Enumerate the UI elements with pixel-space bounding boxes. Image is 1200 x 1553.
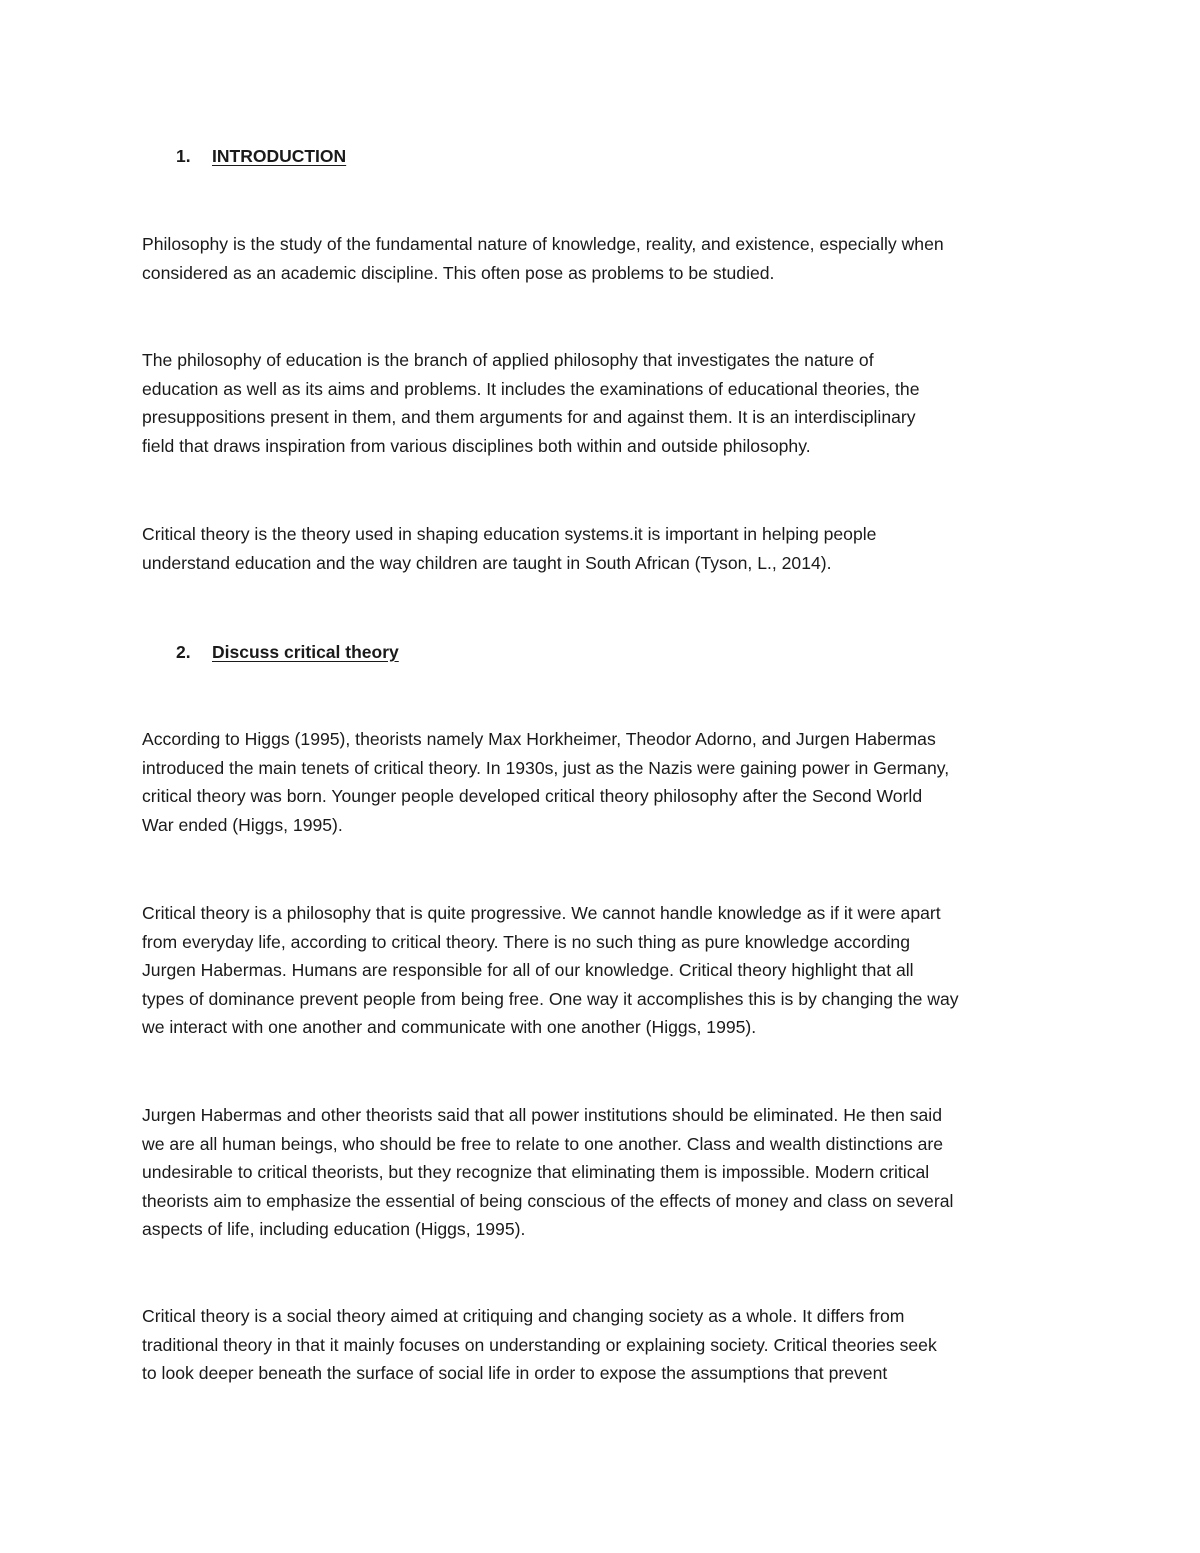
text-line: education as well as its aims and problems. It includes the examinations of educational theories, the	[142, 378, 920, 399]
paragraph	[142, 725, 1072, 839]
section-heading-introduction	[176, 142, 346, 170]
text-line: Critical theory is a philosophy that is quite progressive. We cannot handle knowledge as if it were apart	[142, 903, 941, 923]
text-line: to look deeper beneath the surface of social life in order to expose the assumptions that prevent	[142, 1363, 888, 1383]
paragraph	[142, 230, 1072, 287]
paragraph	[142, 1302, 1072, 1388]
section-title: INTRODUCTION	[212, 146, 347, 166]
text-line: traditional theory in that it mainly focuses on understanding or explaining society. Critical theories seek	[142, 1334, 937, 1355]
text-line: aspects of life, including education (Higgs, 1995).	[142, 1219, 526, 1239]
text-line: we interact with one another and communicate with one another (Higgs, 1995).	[142, 1017, 757, 1037]
text-line: The philosophy of education is the branch of applied philosophy that investigates the nature of	[142, 350, 874, 370]
paragraph	[142, 346, 1072, 460]
text-line: from everyday life, according to critical theory. There is no such thing as pure knowledge according	[142, 931, 910, 952]
text-line: introduced the main tenets of critical theory. In 1930s, just as the Nazis were gaining power in Germany,	[142, 757, 950, 778]
text-line: theorists aim to emphasize the essential of being conscious of the effects of money and class on several	[142, 1190, 954, 1211]
paragraph	[142, 520, 1072, 577]
text-line: types of dominance prevent people from being free. One way it accomplishes this is by changing the way	[142, 988, 959, 1009]
paragraph	[142, 1101, 1072, 1244]
text-line: undesirable to critical theorists, but they recognize that eliminating them is impossible. Modern critical	[142, 1162, 930, 1182]
text-line: critical theory was born. Younger people developed critical theory philosophy after the Second World	[142, 786, 923, 806]
text-line: War ended (Higgs, 1995).	[142, 814, 343, 835]
text-line: Critical theory is the theory used in shaping education systems.it is important in helping people	[142, 524, 877, 544]
text-line: considered as an academic discipline. This often pose as problems to be studied.	[142, 262, 775, 283]
text-line: Critical theory is a social theory aimed at critiquing and changing society as a whole. It differs from	[142, 1306, 905, 1326]
text-line: Jurgen Habermas. Humans are responsible for all of our knowledge. Critical theory highlight that all	[142, 960, 914, 980]
section-heading-critical-theory	[176, 638, 399, 666]
text-line: Jurgen Habermas and other theorists said that all power institutions should be eliminated. He then said	[142, 1105, 942, 1125]
text-line: According to Higgs (1995), theorists namely Max Horkheimer, Theodor Adorno, and Jurgen Habermas	[142, 729, 936, 749]
section-number: 1.	[176, 146, 191, 166]
text-line: understand education and the way children are taught in South African (Tyson, L., 2014).	[142, 552, 832, 573]
text-line: Philosophy is the study of the fundamental nature of knowledge, reality, and existence, especially when	[142, 234, 944, 254]
text-line: we are all human beings, who should be free to relate to one another. Class and wealth distinctions are	[142, 1133, 944, 1154]
text-line: field that draws inspiration from various disciplines both within and outside philosophy.	[142, 435, 811, 456]
text-line: presuppositions present in them, and them arguments for and against them. It is an interdisciplinary	[142, 407, 916, 427]
section-number: 2.	[176, 642, 191, 662]
paragraph	[142, 899, 1072, 1042]
section-title: Discuss critical theory	[212, 642, 399, 662]
